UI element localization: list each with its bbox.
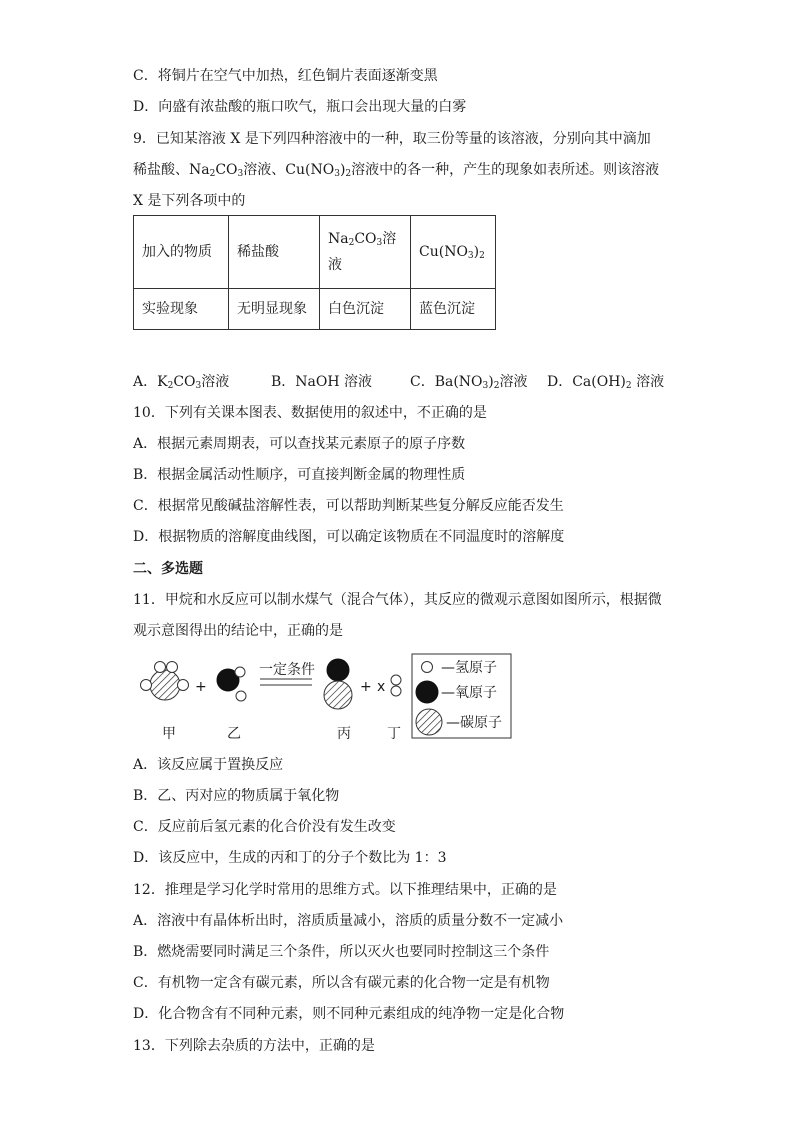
q9-option-d: D．$Ca(OH)_2$ 溶液 <box>547 374 665 391</box>
question-9-line2: 稀盐酸、$Na_2CO_3$溶液、$Cu(NO_3)_2$溶液中的各一种，产生的现象如表所述。则该溶液 <box>133 162 660 179</box>
question-11-line2: 观示意图得出的结论中，正确的是 <box>133 623 343 639</box>
plus-sign: + <box>195 679 207 695</box>
table-cell: $Cu(NO_3)_2$ <box>411 216 496 289</box>
legend-hydrogen: —氢原子 <box>441 660 497 676</box>
question-9-line1: 9．已知某溶液 X 是下列四种溶液中的一种，取三份等量的该溶液，分别向其中滴加 <box>133 131 651 147</box>
reaction-diagram <box>136 650 516 745</box>
label-bing: 丙 <box>337 726 351 742</box>
question-10: 10．下列有关课本图表、数据使用的叙述中，不正确的是 <box>133 405 487 421</box>
question-11-line1: 11．甲烷和水反应可以制水煤气（混合气体），其反应的微观示意图如图所示，根据微 <box>133 592 662 608</box>
q11-option-d: D．该反应中，生成的丙和丁的分子个数比为 1：3 <box>133 850 447 866</box>
q12-option-b: B．燃烧需要同时满足三个条件，所以灭火也要同时控制这三个条件 <box>133 944 550 960</box>
reaction-condition: 一定条件 <box>259 662 315 678</box>
table-cell: 蓝色沉淀 <box>411 289 496 330</box>
hydrogen-atom-icon <box>422 662 433 673</box>
option-d-prev: D．向盛有浓盐酸的瓶口吹气，瓶口会出现大量的白雾 <box>133 99 467 115</box>
q11-option-a: A．该反应属于置换反应 <box>133 757 284 773</box>
carbon-monoxide-molecule <box>324 659 352 709</box>
q10-option-a: A．根据元素周期表，可以查找某元素原子的原子序数 <box>133 436 466 452</box>
q11-option-b: B．乙、丙对应的物质属于氧化物 <box>133 788 340 804</box>
q12-option-c: C．有机物一定含有碳元素，所以含有碳元素的化合物一定是有机物 <box>133 975 550 991</box>
q11-option-c: C．反应前后氢元素的化合价没有发生改变 <box>133 819 396 835</box>
oxygen-atom-icon <box>416 681 438 703</box>
carbon-atom-icon <box>416 709 442 735</box>
question-9-line3: X 是下列各项中的 <box>133 193 246 209</box>
table-cell: 白色沉淀 <box>320 289 411 330</box>
q12-option-d: D．化合物含有不同种元素，则不同种元素组成的纯净物一定是化合物 <box>133 1006 565 1022</box>
section-heading: 二、多选题 <box>133 561 203 577</box>
q10-option-b: B．根据金属活动性顺序，可直接判断金属的物理性质 <box>133 467 466 483</box>
table-row <box>134 216 496 289</box>
legend-carbon: —碳原子 <box>446 715 502 731</box>
q10-option-d: D．根据物质的溶解度曲线图，可以确定该物质在不同温度时的溶解度 <box>133 529 565 545</box>
label-jia: 甲 <box>162 726 176 742</box>
reaction-table <box>133 215 496 330</box>
table-cell: 加入的物质 <box>134 216 229 289</box>
option-c-prev: C．将铜片在空气中加热，红色铜片表面逐渐变黑 <box>133 68 438 84</box>
table-cell: $Na_2CO_3$溶 液 <box>320 216 411 289</box>
table-cell: 无明显现象 <box>229 289 320 330</box>
table-cell: 实验现象 <box>134 289 229 330</box>
plus-sign: + <box>360 679 372 695</box>
hydrogen-molecule <box>391 675 401 696</box>
question-12: 12．推理是学习化学时常用的思维方式。以下推理结果中，正确的是 <box>133 882 557 898</box>
legend-oxygen: —氧原子 <box>441 685 497 701</box>
q9-option-c: C．$Ba(NO_3)_2$溶液 <box>410 374 528 391</box>
label-yi: 乙 <box>227 726 241 742</box>
coefficient-x: x <box>377 679 386 695</box>
q9-option-b: B．NaOH 溶液 <box>271 374 373 390</box>
methane-molecule <box>141 662 189 701</box>
table-cell: 稀盐酸 <box>229 216 320 289</box>
table-row <box>134 289 496 330</box>
label-ding: 丁 <box>387 726 401 742</box>
q12-option-a: A．溶液中有晶体析出时，溶质质量减小，溶质的质量分数不一定减小 <box>133 913 564 929</box>
water-molecule <box>217 667 246 701</box>
q9-option-a: A．$K_2CO_3$溶液 <box>133 374 230 391</box>
q10-option-c: C．根据常见酸碱盐溶解性表，可以帮助判断某些复分解反应能否发生 <box>133 498 564 514</box>
question-13: 13．下列除去杂质的方法中，正确的是 <box>133 1038 375 1054</box>
